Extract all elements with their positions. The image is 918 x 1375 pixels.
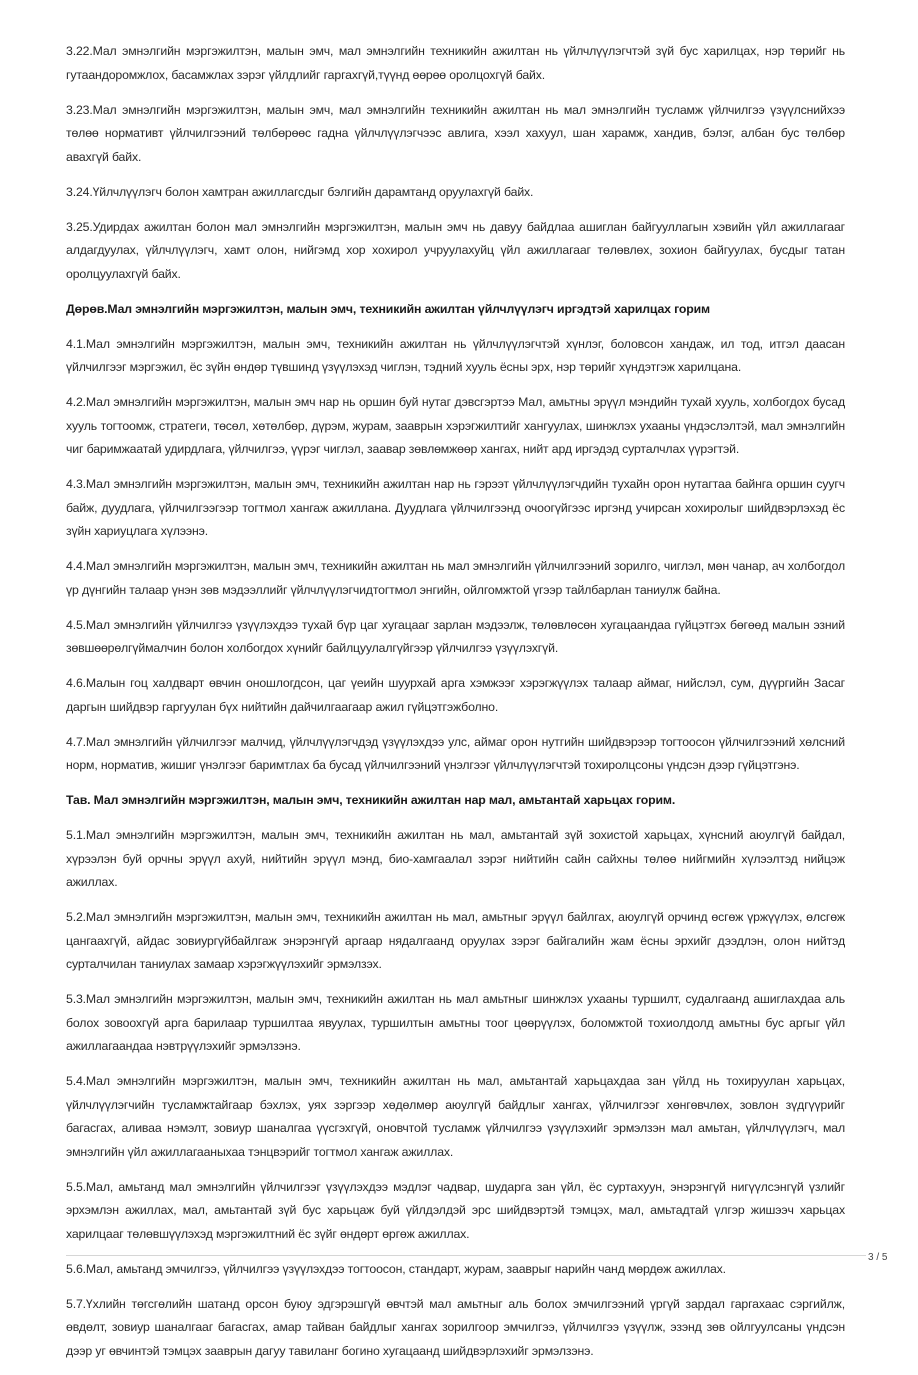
paragraph-4-2: 4.2.Мал эмнэлгийн мэргэжилтэн, малын эмч нар нь оршин буй нутаг дэвсгэртээ Мал, амьтны эрүүл мэндийн тухай хууль, холбогдох бусад хууль тогтоомж, стратеги, төсөл, хөтөлбөр, дүрэм, журам, зааврын хэрэгжилтийг хангуулах, шинжлэх ухааны үндэслэлтэй, мал эмнэлгийн чиг баримжаатай удирдлага, үйлчилгээ, үүрэг чиглэл, заавар зөвлөмжөөр хангах, нийт ард иргэдэд сурталчлах үүрэгтэй. <box>66 395 845 456</box>
paragraph-4-7: 4.7.Мал эмнэлгийн үйлчилгээг малчид, үйлчлүүлэгчдэд үзүүлэхдээ улс, аймаг орон нутгийн шийдвэрээр тогтоосон үйлчилгээний хөлсний норм, норматив, жишиг үнэлгээг баримтлах ба бусад үйлчилгээний үнэлгээг үйлчлүүлэгчтэй тохиролцсоны үндсэн дээр гүйцэтгэнэ. <box>66 734 845 772</box>
paragraph-5-2: 5.2.Мал эмнэлгийн мэргэжилтэн, малын эмч, техникийн ажилтан нь мал, амьтныг эрүүл байлгах, аюулгүй орчинд өсгөж үржүүлэх, өлсгөж цангаахгүй, айдас зовиургүйбайлгаж энэрэнгүй аргаар нядалгаанд оруулах зэрэг байгалийн жам ёсны эрхийг дээдлэн, олон нийтэд сурталчилан таниулах замаар хэрэгжүүлэхийг эрмэлзэх. <box>66 910 845 971</box>
page-number: 3 / 5 <box>868 1252 888 1263</box>
paragraph-4-3: 4.3.Мал эмнэлгийн мэргэжилтэн, малын эмч, техникийн ажилтан нар нь гэрээт үйлчлүүлэгчдийн тухайн орон нутагтаа байнга оршин суугч байж, дуудлага, үйлчилгээгээр тогтмол хангаж ажиллана. Дуудлага үйлчилгээнд очоогүйгээс иргэнд учирсан хохиролыг шийдвэрлэхэд ёс зүйн хариуцлага хүлээнэ. <box>66 477 845 538</box>
paragraph-3-24: 3.24.Үйлчлүүлэгч болон хамтран ажиллагсдыг бэлгийн дарамтанд оруулахгүй байх. <box>66 184 534 199</box>
paragraph-5-4: 5.4.Мал эмнэлгийн мэргэжилтэн, малын эмч, техникийн ажилтан нь мал, амьтантай харьцахдаа зан үйлд нь тохируулан харьцах, үйлчлүүлэгчийн тусламжтайгаар бэхлэх, уях зэргээр хөдөлмөр аюулгүй байдлыг хангах, үйлчилгээг хөнгөвчлөх, зовлон зүдгүүрийг багасгах, аливаа нэмэлт, зовиур шаналгаа үүсгэхгүй, оновчтой тусламж үйлчилгээ үзүүлэхийг эрмэлзэн мал амьтан, үйлчлүүлэгч, мал эмнэлгийн үйл ажиллагааныхаа тэнцвэрийг тогтмол хангаж ажиллах. <box>66 1074 845 1159</box>
paragraph-3-23: 3.23.Мал эмнэлгийн мэргэжилтэн, малын эмч, мал эмнэлгийн техникийн ажилтан нь мал эмнэлгийн тусламж үйлчилгээ үзүүлснийхээ төлөө нормативт үйлчилгээний төлбөрөөс гадна үйлчлүүлэгчээс авлига, хээл хахуул, шан харамж, хандив, бэлэг, албан бус төлбөр авахгүй байх. <box>66 102 845 164</box>
document-page <box>66 40 845 1375</box>
section-heading-4: Дөрөв.Мал эмнэлгийн мэргэжилтэн, малын эмч, техникийн ажилтан үйлчлүүлэгч иргэдтэй харилцах горим <box>66 301 711 316</box>
footer-divider <box>66 1255 866 1256</box>
section-heading-5: Тав. Мал эмнэлгийн мэргэжилтэн, малын эмч, техникийн ажилтан нар мал, амьтантай харьцах горим. <box>66 793 676 807</box>
paragraph-4-6: 4.6.Малын гоц халдварт өвчин оношлогдсон, цаг үеийн шуурхай арга хэмжээг хэрэгжүүлэх талаар аймаг, нийслэл, сум, дүүргийн Засаг даргын шийдвэр гаргуулан бүх нийтийн дайчилгаагаар ажил гүйцэтгэжболно. <box>66 676 845 714</box>
paragraph-5-7: 5.7.Үхлийн төгсгөлийн шатанд орсон буюу эдгэрэшгүй өвчтэй мал амьтныг аль болох эмчилгээний үргүй зардал гаргахаас сэргийлж, өвдөлт, зовиур шаналгааг багасгах, амар тайван байдлыг хангах зорилгоор эмчилгээ, үйлчилгээ үзүүлж, эзэнд зөв ойлгуулсаны үндсэн дээр уг өвчинтэй тэмцэх зааврын дагуу тавиланг богино хугацаанд шийдвэрлэхийг эрмэлзэнэ. <box>66 1296 845 1358</box>
paragraph-5-1: 5.1.Мал эмнэлгийн мэргэжилтэн, малын эмч, техникийн ажилтан нь мал, амьтантай зүй зохистой харьцах, хүнсний аюулгүй байдал, хүрээлэн буй орчны эрүүл ахуй, нийтийн эрүүл мэнд, био-хамгаалал зэрэг нийтийн сайн сайхны төлөө нийгмийн хүлээлтэд нийцэж ажиллах. <box>66 828 845 889</box>
paragraph-5-3: 5.3.Мал эмнэлгийн мэргэжилтэн, малын эмч, техникийн ажилтан нь мал амьтныг шинжлэх ухааны туршилт, судалгаанд ашиглахдаа аль болох зовоохгүй арга барилаар туршилтаа явуулах, туршилтын амьтны тоог цөөрүүлэх, боломжтой тохиолдолд амьтны бус аргыг үйл ажиллагаандаа нэвтрүүлэхийг эрмэлзэнэ. <box>66 992 845 1053</box>
paragraph-4-5: 4.5.Мал эмнэлгийн үйлчилгээ үзүүлэхдээ тухай бүр цаг хугацааг зарлан мэдээлж, төлөвлөсөн хугацаандаа гүйцэтгэх бөгөөд малын эзний зөвшөөрөлгүймалчин болон холбогдох хүнийг байлцуулалгүйгээр үйлчилгээ үзүүлэхгүй. <box>66 617 845 655</box>
paragraph-4-4: 4.4.Мал эмнэлгийн мэргэжилтэн, малын эмч, техникийн ажилтан нь мал эмнэлгийн үйлчилгээний зорилго, чиглэл, мөн чанар, ач холбогдол үр дүнгийн талаар үнэн зөв мэдээллийг үйлчлүүлэгчидтогтмол энгийн, ойлгомжтой үгээр тайлбарлан таниулж байна. <box>66 559 845 597</box>
paragraph-5-5: 5.5.Мал, амьтанд мал эмнэлгийн үйлчилгээг үзүүлэхдээ мэдлэг чадвар, шударга зан үйл, ёс суртахуун, энэрэнгүй нигүүлсэнгүй үзлийг эрхэмлэн ажиллах, мал, амьтантай зүй бус харьцаж буй үйлдэлдэй эрс шийдвэртэй тэмцэх, мал, амьтадтай үлгэр жишээч харьцах харилцааг төлөвшүүлэхэд мэргэжилтний ёс зүйг өндөрт өргөж ажиллах. <box>66 1179 845 1241</box>
paragraph-3-25: 3.25.Удирдах ажилтан болон мал эмнэлгийн мэргэжилтэн, малын эмч нь давуу байдлаа ашиглан байгууллагын хэвийн үйл ажиллагааг алдагдуулах, үйлчлүүлэгч, хамт олон, нийгэмд хор хохирол учруулахуйц үйл ажиллагааг төлөвлөх, зохион байгуулах, бусдыг татан оролцуулахгүй байх. <box>66 219 845 281</box>
paragraph-5-6: 5.6.Мал, амьтанд эмчилгээ, үйлчилгээ үзүүлэхдээ тогтоосон, стандарт, журам, зааврыг нарийн чанд мөрдөж ажиллах. <box>66 1261 726 1276</box>
paragraph-3-22: 3.22.Мал эмнэлгийн мэргэжилтэн, малын эмч, мал эмнэлгийн техникийн ажилтан нь үйлчлүүлэгчтэй зүй бус харилцах, нэр төрийг нь гутаандоромжлох, басамжлах зэрэг үйлдлийг гаргахгүй,түүнд өөрөө оролцохгүй байх. <box>66 44 845 82</box>
paragraph-4-1: 4.1.Мал эмнэлгийн мэргэжилтэн, малын эмч, техникийн ажилтан нь үйлчлүүлэгчтэй хүнлэг, боловсон хандаж, ил тод, итгэл даасан үйлчилгээг мэргэжил, ёс зүйн өндөр түвшинд үзүүлэхэд чиглэн, тэдний хууль ёсны эрх, нэр төрийг хүндэтгэж харилцана. <box>66 336 845 374</box>
